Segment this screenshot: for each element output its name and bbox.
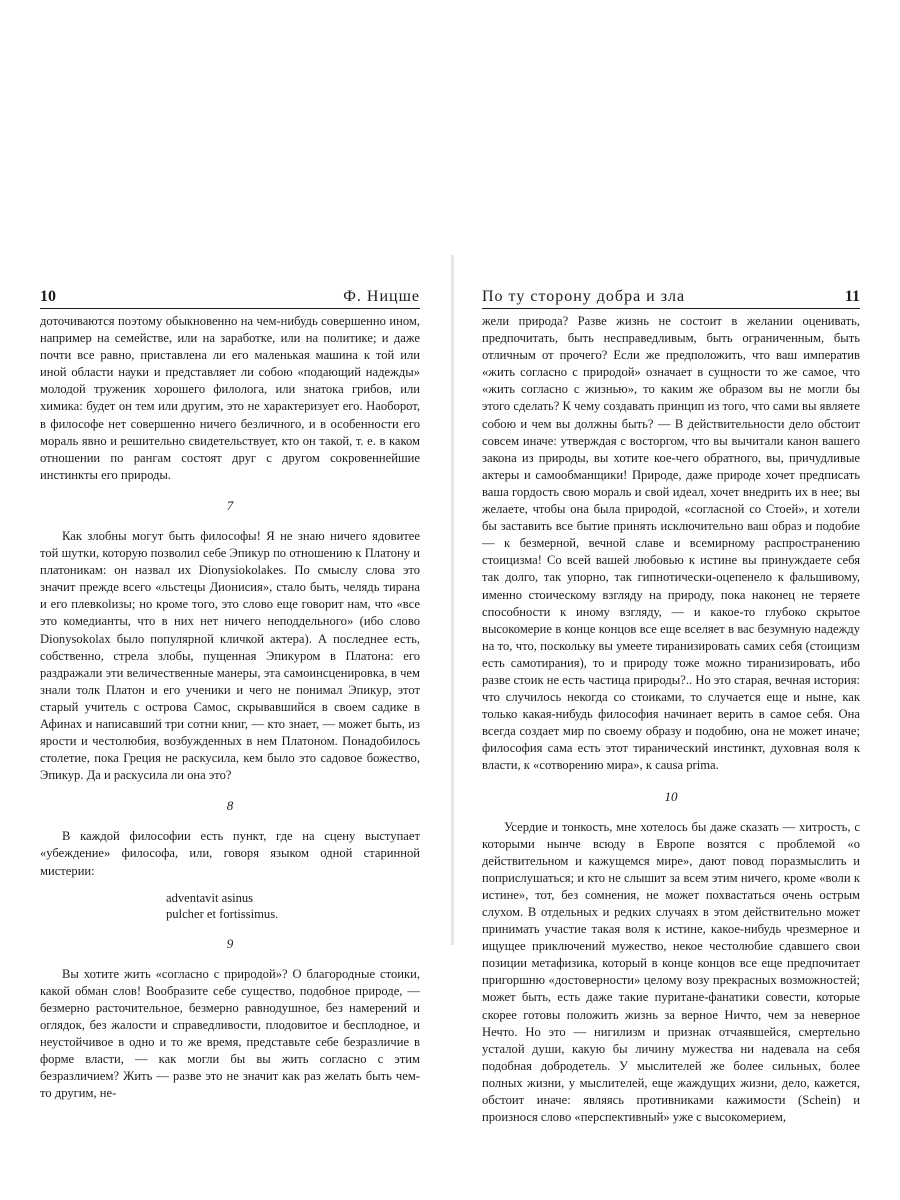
- section-number-8: 8: [226, 798, 234, 814]
- section-number-10: 10: [664, 788, 678, 804]
- section-8-paragraph: В каждой философии есть пункт, где на сцену выступает «убеждение» философа, или, говоря языком одной старинной мистерии:: [40, 829, 420, 878]
- running-head-author: Ф. Ницше: [343, 288, 420, 305]
- section-number-9: 9: [226, 935, 234, 951]
- verse-line-1: adventavit asinus: [166, 890, 254, 905]
- section-10-paragraph: Усердие и тонкость, мне хотелось бы даже сказать — хитрость, с которыми нынче всюду в Европе возятся с проблемой «о действительном и кажущемся мире», дают повод поразмыслить и поприслушаться; и кто не слышит за всем этим ничего, кроме «воли к истине», тот, без сомнения, не может похвастаться очень острым слухом. В отдельных и редких случаях в этом действительно может принимать участие такая воля к истине, какое-нибудь чрезмерное и ищущее приключений мужество, некое честолюбие сдавшего свои позиции метафизика, который в конце концов все еще предпочитает пригоршню «достоверности» целому возу прекрасных возможностей; может быть, есть даже такие пуритане-фанатики совести, которые скорее готовы положить жизнь за верное Ничто, чем за неверное Нечто. Но это — нигилизм и признак отчаявшейся, смертельно усталой души, какую бы личину мужества ни надевала на себя подобная добродетель. У мыслителей же более сильных, более полных жизни, у мыслителей, еще жаждущих жизни, дело, кажется, обстоит иначе: являясь противниками кажимости (Schein) и произнося слово «перспективный» уже с высокомерием,: [482, 819, 860, 1125]
- paragraph-continued: доточиваются поэтому обыкновенно на чем-нибудь совершенно ином, например на семействе, или на заработке, или на политике; и даже почти все равно, приставлена ли его маленькая машина к той или иной области науки и представляет ли собою «подающий надежды» молодой труженик хорошего филолога, или знатока грибов, или химика: будет он тем или другим, это не характеризует его. Наоборот, в философе нет совершенно ничего безличного, и в особенности его мораль явно и решительно свидетельствует, кто он такой, т. е. в каком отношении по рангам состоят друг с другом сокровеннейшие инстинкты его природы.: [40, 314, 420, 482]
- right-page-text: [482, 313, 860, 1126]
- verse-line-2: pulcher et fortissimus.: [166, 906, 279, 921]
- right-page: [482, 288, 860, 1126]
- paragraph-continued: жели природа? Разве жизнь не состоит в желании оценивать, предпочитать, быть несправедливым, быть ограниченным, быть отличным от прочего? Если же предположить, что ваш императив «жить согласно с природой» означает в сущности то же самое, что «жить согласно с жизнью», то каким же образом вы не могли бы этого сделать? К чему создавать принцип из того, что сами вы являете собою и чем вы должны быть? — В действительности дело обстоит совсем иначе: утверждая с восторгом, что вы вычитали канон вашего закона из природы, вы хотите кое-чего обратного, вы, причудливые актеры и самообманщики! Природе, даже природе хочет предписать ваша гордость свою мораль и свой идеал, хочет внедрить их в нее; вы желаете, чтобы она была природой, «согласной со Стоей», и хотели бы заставить все бытие принять исключительно ваш образ и подобие — к безмерной, вечной славе и всемирному распространению стоицизма! Со всей вашей любовью к истине вы принуждаете себя так долго, так упорно, так гипнотически-оцепенело к фальшивому, именно стоическому взгляду на природу, пока наконец не теряете способности к иному взгляду, — и какое-то глубоко скрытое высокомерие в конце концов все еще вселяет в вас безумную надежду на то, что, поскольку вы умеете тиранизировать самих себя (стоицизм есть самотирания), то и природу тоже можно тиранизировать, ибо разве стоик не есть частица природы?.. Но это старая, вечная история: что случилось некогда со стоиками, то случается еще и ныне, как только какая-нибудь философия начинает верить в самое себя. Она всегда создает мир по своему образу и подобию, она не может иначе; философия сама есть этот тиранический инстинкт, духовная воля к власти, к «сотворению мира», к causa prima.: [482, 314, 860, 773]
- section-9-paragraph: Вы хотите жить «согласно с природой»? О благородные стоики, какой обман слов! Вообразите себе существо, подобное природе, — безмерно расточительное, безмерно равнодушное, без намерений и оглядок, без жалости и справедливости, плодовитое и бесплодное, и неустойчивое в одно и то же время, представьте себе безразличие в форме власти, — как могли бы вы жить согласно с этим безразличием? Жить — разве это не значит как раз желать быть чем-то другим, не-: [40, 966, 420, 1101]
- left-page-text: [40, 313, 420, 1102]
- section-number-7: 7: [226, 497, 234, 513]
- page-number-left: 10: [40, 288, 56, 305]
- left-page: [40, 288, 420, 1102]
- running-head-title: По ту сторону добра и зла: [482, 288, 686, 305]
- section-7-paragraph: Как злобны могут быть философы! Я не знаю ничего ядовитее той шутки, которую позволил себе Эпикур по отношению к Платону и платоникам: он назвал их Dionysiokolakes. По смыслу слова это значит прежде всего «льстецы Дионисия», стало быть, челядь тирана и его плевкolизы; но кроме того, это слово еще говорит нам, что «все это комедианты, что в них нет ничего неподдельного» (ибо слово Dionysokolax было популярной кличкой актера). А последнее есть, собственно, стрела злобы, пущенная Эпикуром в Платона: его раздражали эти величественные манеры, эта самоинсценировка, в чем знали толк Платон и его ученики и чего не понимал Эпикур, этот старый учитель с острова Самос, скрывавшийся в своем садике в Афинах и написавший три сотни книг, — кто знает, — может быть, из ярости и честолюбия, возбужденных в нем Платоном. Понадобилось столетие, пока Греция не раскусила, кем было это садовое божество, Эпикур. Да и раскусила ли она это?: [40, 528, 420, 783]
- latin-verse: [166, 890, 420, 922]
- book-gutter: [451, 255, 454, 945]
- right-running-head: [482, 288, 860, 309]
- left-running-head: [40, 288, 420, 309]
- page-number-right: 11: [844, 288, 860, 305]
